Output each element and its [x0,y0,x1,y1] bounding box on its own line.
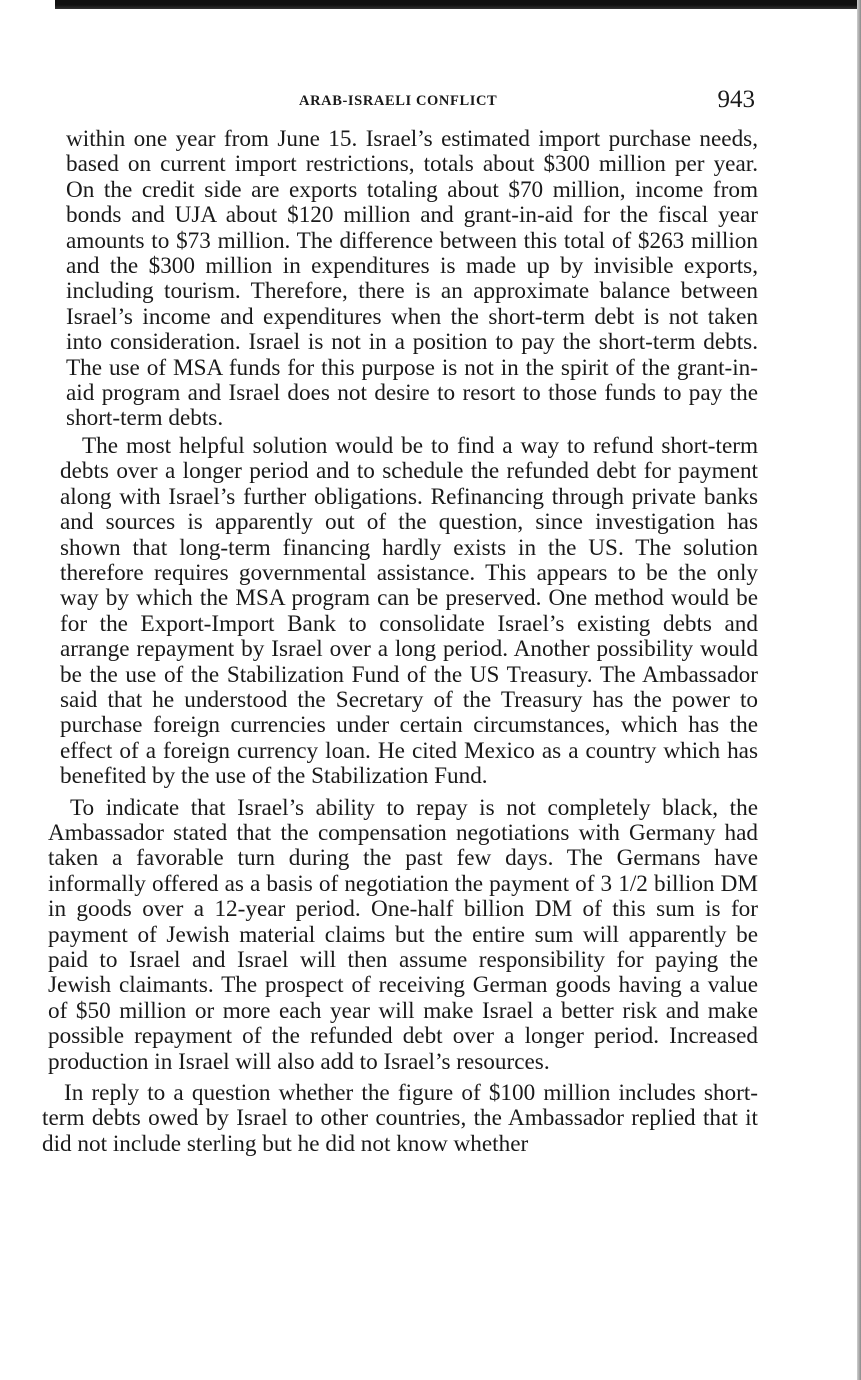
paragraph-1: within one year from June 15. Israel’s estimated import purchase needs, based on current import restrictions, totals about $300 million per year. On the credit side are exports totaling about $70 million, income from bonds and UJA about $120 million and grant-in-aid for the fiscal year amounts to $73 million. The difference between this total of $263 million and the $300 million in expenditures is made up by invisible exports, including tourism. Therefore, there is an approximate balance between Israel’s income and expenditures when the short-term debt is not taken into consideration. Israel is not in a position to pay the short-term debts. The use of MSA funds for this purpose is not in the spirit of the grant-in-aid program and Israel does not desire to resort to those funds to pay the short-term debts. [66,126,758,432]
page-edge-shadow [857,0,861,1380]
paragraph-2: The most helpful solution would be to find a way to refund short-term debts over a longer period and to schedule the refunded debt for payment along with Israel’s further obligations. Refinancing through private banks and sources is apparently out of the question, since investigation has shown that long-term financing hardly exists in the US. The solution therefore requires governmental assistance. This appears to be the only way by which the MSA program can be preserved. One method would be for the Export-Import Bank to consolidate Israel’s existing debts and arrange repayment by Israel over a long period. Another possibility would be the use of the Stabilization Fund of the US Treasury. The Ambassador said that he understood the Secretary of the Treasury has the power to purchase foreign currencies under certain circumstances, which has the effect of a foreign currency loan. He cited Mexico as a country which has benefited by the use of the Stabilization Fund. [60,432,758,790]
paragraph-3: To indicate that Israel’s ability to repay is not completely black, the Ambassador stated that the compensation negotiations with Germany had taken a favorable turn during the past few days. The Germans have informally offered as a basis of negotiation the payment of 3 1/2 billion DM in goods over a 12-year period. One-half billion DM of this sum is for payment of Jewish material claims but the entire sum will apparently be paid to Israel and Israel will then assume responsibility for paying the Jewish claimants. The prospect of receiving German goods having a value of $50 million or more each year will make Israel a better risk and make possible repayment of the refunded debt over a longer period. Increased production in Israel will also add to Israel’s resources. [48,794,758,1075]
paragraph-4: In reply to a question whether the figure of $100 million includes short-term debts owed by Israel to other countries, the Ambassador replied that it did not include sterling but he did not know whether [42,1080,758,1157]
page-number: 943 [717,86,755,113]
top-border-rule [55,0,861,9]
page-header [55,86,755,118]
running-head: ARAB-ISRAELI CONFLICT [299,93,498,109]
body-text [42,127,758,1157]
